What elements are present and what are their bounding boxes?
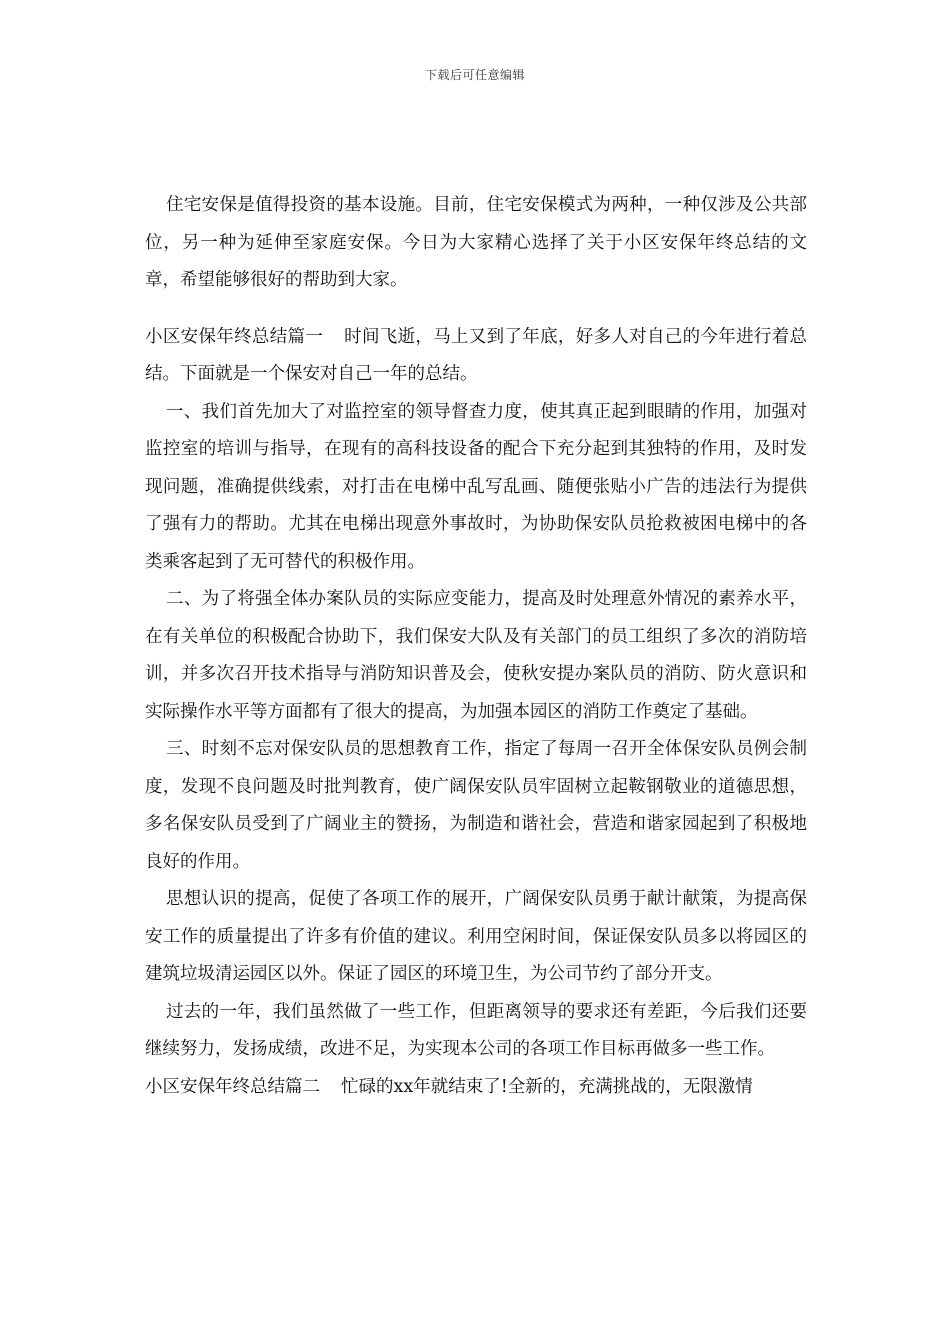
paragraph-five: 过去的一年，我们虽然做了一些工作，但距离领导的要求还有差距，今后我们还要继续努力，发扬成绩，改进不足，为实现本公司的各项工作目标再做多一些工作。 (145, 1001, 807, 1059)
section-one-title: 小区安保年终总结篇一 (145, 326, 324, 347)
section-one-lead: 时间飞逝，马上又到了年底，好多人对自己的今年进行着总结。下面就是一个保安对自己一年的总结。 (145, 326, 808, 384)
section-one-paragraph (145, 319, 807, 394)
document-body (145, 187, 807, 1106)
section-two-title: 小区安保年终总结篇二 (145, 1076, 320, 1097)
paragraph-one: 一、我们首先加大了对监控室的领导督查力度，使其真正起到眼睛的作用，加强对监控室的培训与指导，在现有的高科技设备的配合下充分起到其独特的作用，及时发现问题，准确提供线索，对打击在电梯中乱写乱画、随便张贴小广告的违法行为提供了强有力的帮助。尤其在电梯出现意外事故时，为协助保安队员抢救被困电梯中的各类乘客起到了无可替代的积极作用。 (145, 401, 807, 572)
paragraph-four: 思想认识的提高，促使了各项工作的展开，广阔保安队员勇于献计献策，为提高保安工作的质量提出了许多有价值的建议。利用空闲时间，保证保安队员多以将园区的建筑垃圾清运园区以外。保证了园区的环境卫生，为公司节约了部分开支。 (145, 889, 807, 984)
paragraph-two: 二、为了将强全体办案队员的实际应变能力，提高及时处理意外情况的素养水平，在有关单位的积极配合协助下，我们保安大队及有关部门的员工组织了多次的消防培训，并多次召开技术指导与消防知识普及会，使秋安提办案队员的消防、防火意识和实际操作水平等方面都有了很大的提高，为加强本园区的消防工作奠定了基础。 (145, 589, 807, 722)
intro-paragraph: 住宅安保是值得投资的基本设施。目前，住宅安保模式为两种，一种仅涉及公共部位，另一种为延伸至家庭安保。今日为大家精心选择了关于小区安保年终总结的文章，希望能够很好的帮助到大家。 (145, 195, 807, 290)
page-header: 下载后可任意编辑 (424, 68, 525, 82)
section-two-paragraph (145, 1069, 807, 1107)
paragraph-three: 三、时刻不忘对保安队员的思想教育工作，指定了每周一召开全体保安队员例会制度，发现不良问题及时批判教育，使广阔保安队员牢固树立起鞍钢敬业的道德思想，多名保安队员受到了广阔业主的赞扬，为制造和谐社会，营造和谐家园起到了积极地良好的作用。 (145, 739, 807, 872)
section-two-lead: 忙碌的xx年就结束了!全新的，充满挑战的，无限激情 (341, 1076, 753, 1097)
